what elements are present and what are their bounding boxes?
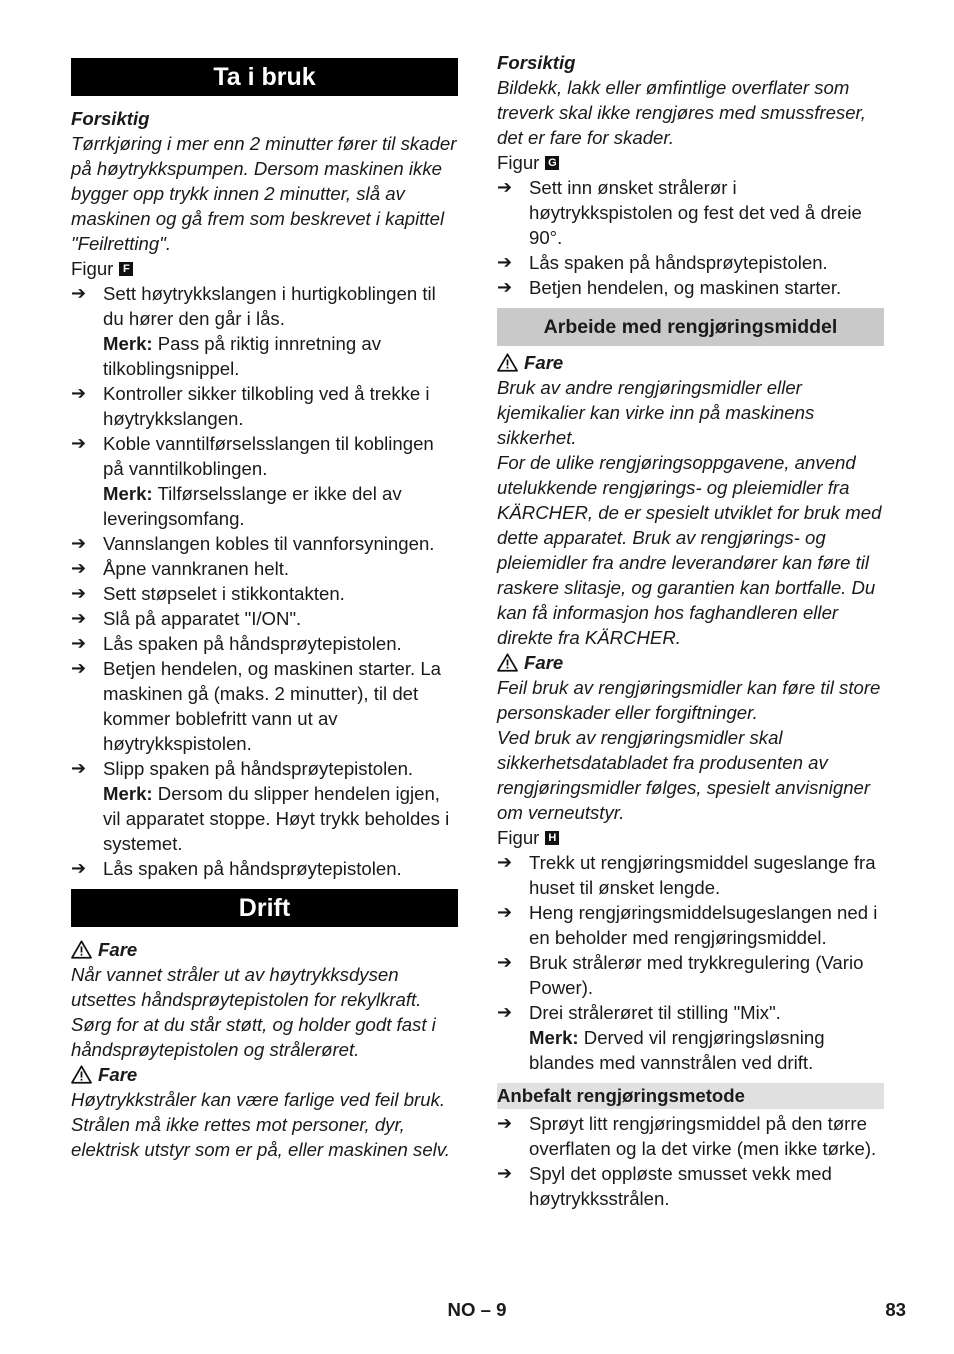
step-item: ➔ Sett støpselet i stikkontakten. xyxy=(71,583,345,604)
caution-label: Forsiktig xyxy=(71,108,150,129)
figure-letter-icon: F xyxy=(119,262,133,276)
footer-section-page: NO – 9 xyxy=(447,1299,507,1320)
section-heading-rengjøringsmiddel: Arbeide med rengjøringsmiddel xyxy=(497,308,884,346)
figure-letter-icon: G xyxy=(545,156,559,170)
figure-reference-h xyxy=(497,825,884,850)
arrow-right-icon: ➔ xyxy=(497,1163,513,1183)
warning-triangle-icon xyxy=(71,940,92,959)
danger-text: Ved bruk av rengjøringsmidler skal sikkerhetsdatabladet fra produsenten av rengjøringsmidler følges, spesielt anvisnigner om verneutstyr. xyxy=(497,727,871,823)
step-item: ➔ Sprøyt litt rengjøringsmiddel på den tørre overflaten og la det virke (men ikke tørke). xyxy=(497,1113,877,1159)
warning-triangle-icon xyxy=(497,653,518,672)
step-note: Merk: Derved vil rengjøringsløsning blandes med vannstrålen ved drift. xyxy=(529,1027,825,1073)
right-column xyxy=(497,50,884,1211)
figure-letter-icon: H xyxy=(545,831,559,845)
arrow-right-icon: ➔ xyxy=(71,658,87,678)
caution-text: Tørrkjøring i mer enn 2 minutter fører til skader på høytrykkspumpen. Dersom maskinen ikke bygger opp trykk innen 2 minutter, slå av maskinen og gå frem som beskrevet i kapittel "Feilretting". xyxy=(71,133,457,254)
step-item: ➔ Betjen hendelen, og maskinen starter. La maskinen gå (maks. 2 minutter), til det kommer boblefritt vann ut av høytrykkspistolen. xyxy=(71,658,442,754)
step-item: ➔ Åpne vannkranen helt. xyxy=(71,558,290,579)
arrow-right-icon: ➔ xyxy=(71,533,87,553)
danger-text: Feil bruk av rengjøringsmidler kan føre til store personskader eller forgiftninger. xyxy=(497,677,881,723)
step-item: ➔ Koble vanntilførselsslangen til koblingen på vanntilkoblingen. Merk: Tilførselsslange er ikke del av leveringsomfang. xyxy=(71,431,458,531)
step-note: Merk: Dersom du slipper hendelen igjen, vil apparatet stoppe. Høyt trykk beholdes i systemet. xyxy=(103,783,450,854)
caution-text: Bildekk, lakk eller ømfintlige overflater som treverk skal ikke rengjøres med smussfreser, det er fare for skader. xyxy=(497,77,866,148)
step-item: ➔ Vannslangen kobles til vannforsyningen. xyxy=(71,533,435,554)
arrow-right-icon: ➔ xyxy=(497,1002,513,1022)
arrow-right-icon: ➔ xyxy=(71,633,87,653)
step-item: ➔ Lås spaken på håndsprøytepistolen. xyxy=(71,633,402,654)
step-list-rengjøringsmiddel xyxy=(497,850,884,1075)
danger-heading: Fare xyxy=(497,650,884,675)
arrow-right-icon: ➔ xyxy=(497,277,513,297)
danger-text: Når vannet stråler ut av høytrykksdysen utsettes håndsprøytepistolen for rekylkraft. Sørg for at du står støtt, og holder godt fast i håndsprøytepistolen og strålerøret. xyxy=(71,964,436,1060)
step-item: ➔ Sett høytrykkslangen i hurtigkoblingen til du hører den går i lås. Merk: Pass på riktig innretning av tilkoblingsnippel. xyxy=(71,281,458,381)
warning-triangle-icon xyxy=(71,1065,92,1084)
arrow-right-icon: ➔ xyxy=(71,383,87,403)
arrow-right-icon: ➔ xyxy=(497,902,513,922)
subsection-heading-anbefalt: Anbefalt rengjøringsmetode xyxy=(497,1083,884,1109)
step-item: ➔ Trekk ut rengjøringsmiddel sugeslange fra huset til ønsket lengde. xyxy=(497,852,876,898)
danger-text: Høytrykkstråler kan være farlige ved feil bruk. Strålen må ikke rettes mot personer, dyr, elektrisk utstyr som er på, eller maskinen selv. xyxy=(71,1089,450,1160)
arrow-right-icon: ➔ xyxy=(497,952,513,972)
step-list-ta-i-bruk xyxy=(71,281,458,881)
step-item: ➔ Sett inn ønsket strålerør i høytrykkspistolen og fest det ved å dreie 90°. xyxy=(497,177,862,248)
section-heading-ta-i-bruk: Ta i bruk xyxy=(71,58,458,96)
step-note: Merk: Pass på riktig innretning av tilkoblingsnippel. xyxy=(103,333,382,379)
footer-page-number: 83 xyxy=(885,1299,906,1320)
step-item: ➔ Bruk strålerør med trykkregulering (Vario Power). xyxy=(497,952,864,998)
warning-triangle-icon xyxy=(497,353,518,372)
step-list-strålerør xyxy=(497,175,884,300)
arrow-right-icon: ➔ xyxy=(71,758,87,778)
arrow-right-icon: ➔ xyxy=(71,283,87,303)
arrow-right-icon: ➔ xyxy=(71,858,87,878)
step-item: ➔ Slipp spaken på håndsprøytepistolen. Merk: Dersom du slipper hendelen igjen, vil apparatet stoppe. Høyt trykk beholdes i systemet. xyxy=(71,756,458,856)
figure-label: Figur xyxy=(497,827,540,848)
step-item: ➔ Kontroller sikker tilkobling ved å trekke i høytrykkslangen. xyxy=(71,383,430,429)
step-item: ➔ Drei strålerøret til stilling "Mix". Merk: Derved vil rengjøringsløsning blandes med vannstrålen ved drift. xyxy=(497,1000,884,1075)
arrow-right-icon: ➔ xyxy=(497,252,513,272)
danger-heading: Fare xyxy=(71,937,458,962)
step-item: ➔ Slå på apparatet "I/ON". xyxy=(71,608,302,629)
left-column xyxy=(71,50,458,1162)
step-item: ➔ Betjen hendelen, og maskinen starter. xyxy=(497,277,842,298)
caution-label: Forsiktig xyxy=(497,52,576,73)
danger-text: Bruk av andre rengjøringsmidler eller kjemikalier kan virke inn på maskinens sikkerhet. xyxy=(497,377,815,448)
step-list-anbefalt xyxy=(497,1111,884,1211)
arrow-right-icon: ➔ xyxy=(71,608,87,628)
arrow-right-icon: ➔ xyxy=(497,852,513,872)
figure-reference-g xyxy=(497,150,884,175)
step-note: Merk: Tilførselsslange er ikke del av leveringsomfang. xyxy=(103,483,402,529)
step-item: ➔ Lås spaken på håndsprøytepistolen. xyxy=(71,858,402,879)
step-item: ➔ Lås spaken på håndsprøytepistolen. xyxy=(497,252,828,273)
danger-heading: Fare xyxy=(71,1062,458,1087)
figure-label: Figur xyxy=(497,152,540,173)
step-item: ➔ Spyl det oppløste smusset vekk med høytrykksstrålen. xyxy=(497,1163,832,1209)
figure-reference-f xyxy=(71,256,458,281)
arrow-right-icon: ➔ xyxy=(71,433,87,453)
arrow-right-icon: ➔ xyxy=(71,583,87,603)
section-heading-drift: Drift xyxy=(71,889,458,927)
step-item: ➔ Heng rengjøringsmiddelsugeslangen ned i en beholder med rengjøringsmiddel. xyxy=(497,902,878,948)
figure-label: Figur xyxy=(71,258,114,279)
danger-text: For de ulike rengjøringsoppgavene, anvend utelukkende rengjørings- og pleiemidler fra KÄRCHER, de er spesielt utviklet for bruk med dette apparatet. Bruk av rengjørings- og pleiemidler fra andre leverandører kan føre til raskere slitasje, og garantien kan bortfalle. Du kan få informasjon hos faghandleren eller direkte fra KÄRCHER. xyxy=(497,452,882,648)
arrow-right-icon: ➔ xyxy=(497,177,513,197)
arrow-right-icon: ➔ xyxy=(71,558,87,578)
arrow-right-icon: ➔ xyxy=(497,1113,513,1133)
danger-heading: Fare xyxy=(497,350,884,375)
